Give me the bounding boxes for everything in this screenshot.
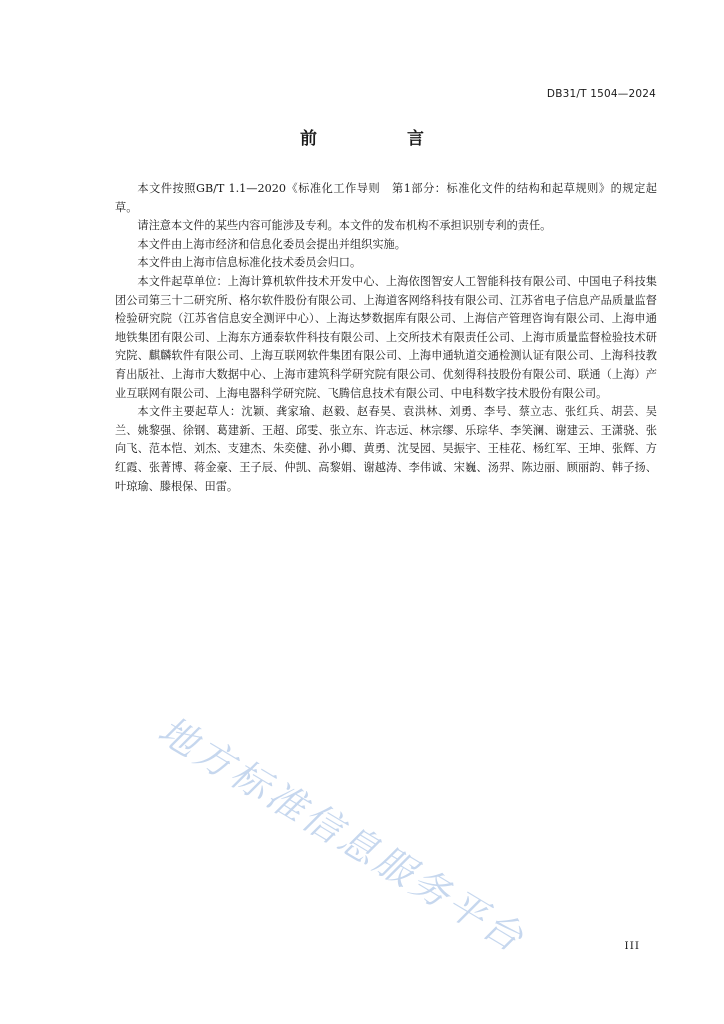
paragraph-patent-notice: 请注意本文件的某些内容可能涉及专利。本文件的发布机构不承担识别专利的责任。 (137, 219, 552, 233)
watermark: 地方标准信息服务平台 (150, 707, 534, 962)
paragraph-centralized: 本文件由上海市信息标准化技术委员会归口。 (137, 256, 362, 270)
paragraph-drafting-rules: 本文件按照GB/T 1.1—2020《标准化工作导则 第1部分：标准化文件的结构和起草规则》的规定起草。 (115, 182, 657, 214)
paragraph-drafting-units: 本文件起草单位：上海计算机软件技术开发中心、上海依图智安人工智能科技有限公司、中国电子科技集团公司第三十二研究所、格尔软件股份有限公司、上海道客网络科技有限公司、江苏省电子信息产品质量监督检验研究院（江苏省信息安全测评中心）、上海达梦数据库有限公司、上海信产管理咨询有限公司、上海申通地铁集团有限公司、上海东方通泰软件科技有限公司、上交所技术有限责任公司、上海市质量监督检验技术研究院、麒麟软件有限公司、上海互联网软件集团有限公司、上海申通轨道交通检测认证有限公司、上海科技教育出版社、上海市大数据中心、上海市建筑科学研究院有限公司、优刻得科技股份有限公司、联通（上海）产业互联网有限公司、上海电器科学研究院、飞腾信息技术有限公司、中电科数字技术股份有限公司。 (115, 274, 657, 400)
paragraph-drafters: 本文件主要起草人：沈颖、龚家瑜、赵毅、赵春昊、袁洪林、刘勇、李号、蔡立志、张红兵、胡芸、吴兰、姚黎强、徐钢、葛建新、王超、邱雯、张立东、许志远、林宗缪、乐琮华、李笑澜、谢建云、王潇骁、张向飞、范本恺、刘杰、支建杰、朱奕健、孙小卿、黄勇、沈旻园、吴振宇、王桂花、杨红军、王坤、张辉、方红霞、张菁博、蒋金豪、王子辰、仲凯、高黎娟、谢越涛、李伟诚、宋巍、汤羿、陈边丽、顾丽韵、韩子扬、叶琼瑜、滕根保、田雷。 (115, 405, 657, 493)
page-title: 前 言 (300, 129, 466, 149)
page-number: III (624, 940, 640, 952)
standard-code: DB31/T 1504—2024 (546, 88, 656, 100)
paragraph-proposer: 本文件由上海市经济和信息化委员会提出并组织实施。 (137, 237, 406, 251)
preface-body (115, 180, 657, 496)
